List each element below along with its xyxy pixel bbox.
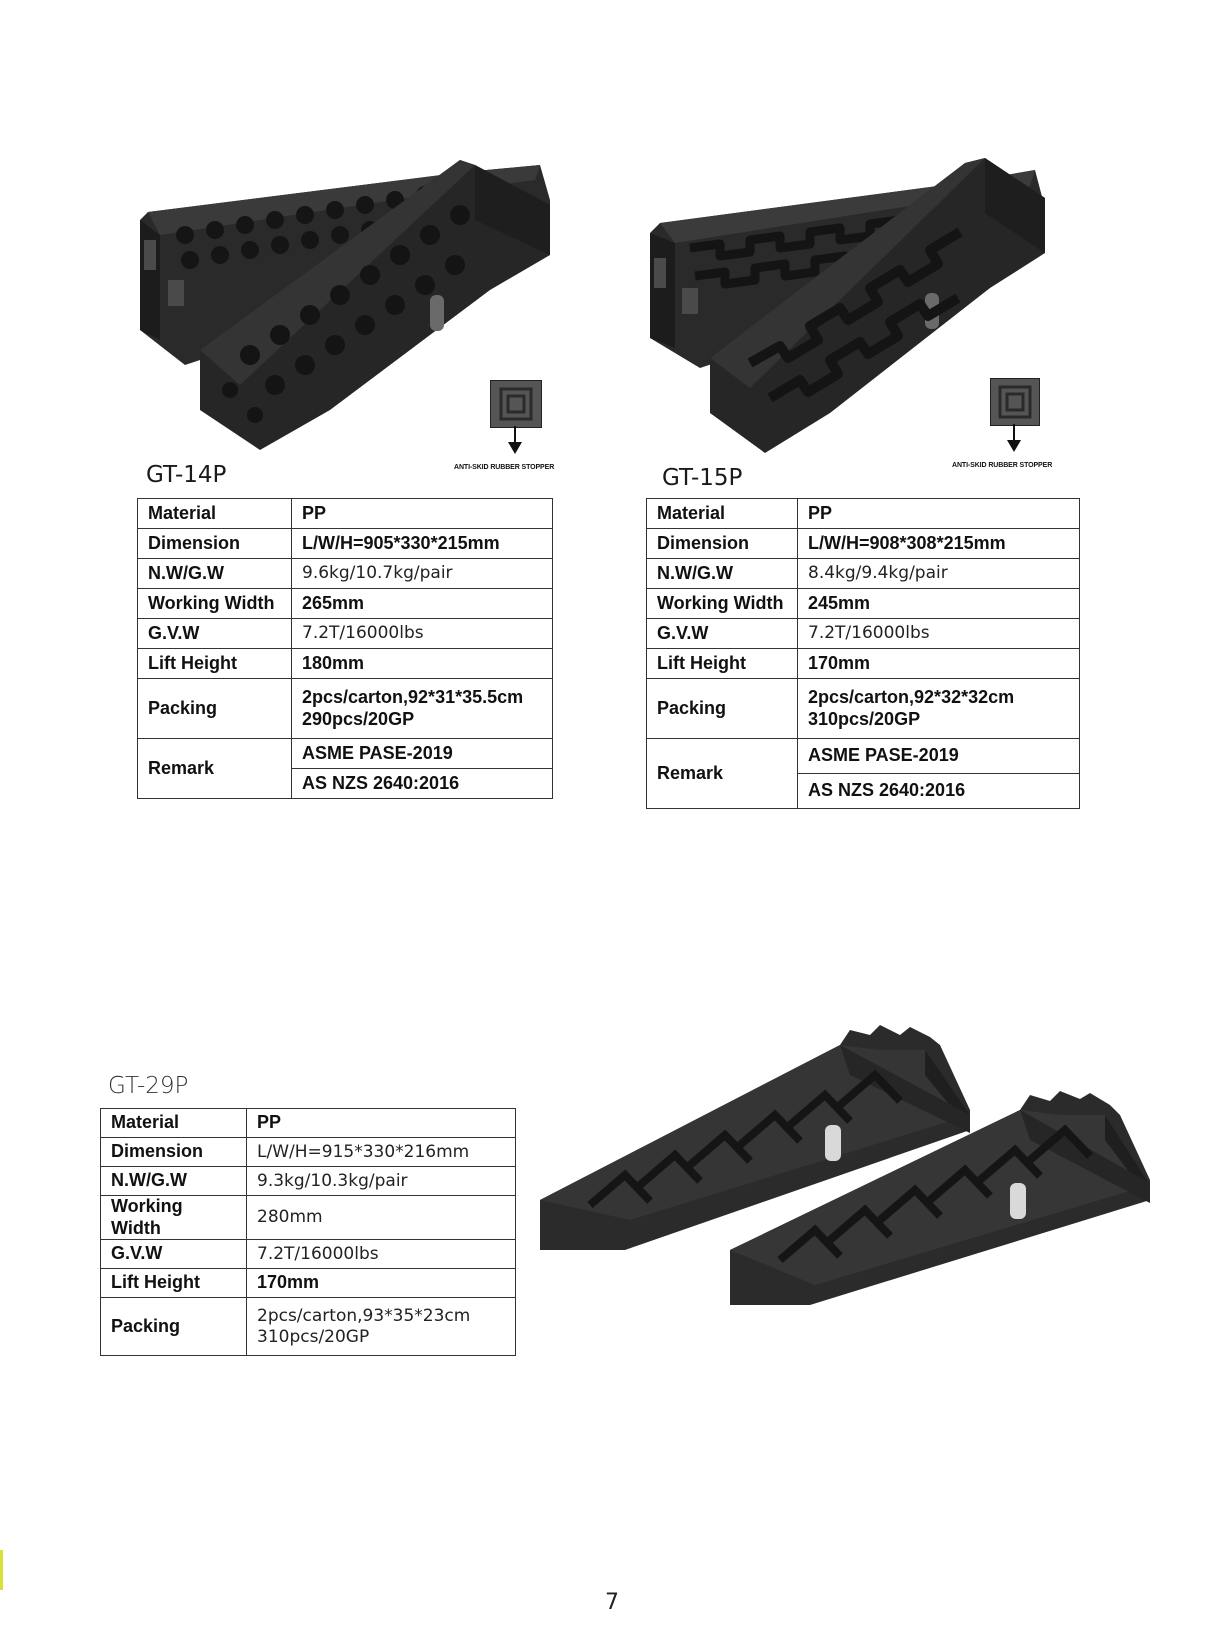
square-pattern-icon (491, 381, 541, 427)
spec-label: Remark (138, 739, 292, 799)
spec-value: 245mm (798, 589, 1080, 619)
stopper-caption: ANTI-SKID RUBBER STOPPER (454, 464, 555, 471)
spec-label: Dimension (647, 529, 798, 559)
spec-value: L/W/H=915*330*216mm (247, 1138, 516, 1167)
spec-value: AS NZS 2640:2016 (798, 774, 1080, 809)
spec-value: 170mm (798, 649, 1080, 679)
square-pattern-icon (991, 379, 1039, 425)
page-number: 7 (605, 1590, 619, 1615)
spec-value: 9.3kg/10.3kg/pair (247, 1167, 516, 1196)
spec-value: 9.6kg/10.7kg/pair (292, 559, 553, 589)
spec-label: Material (647, 499, 798, 529)
arrow-down-icon (1004, 424, 1024, 454)
spec-value: 280mm (247, 1196, 516, 1240)
spec-value: 2pcs/carton,92*31*35.5cm 290pcs/20GP (292, 679, 553, 739)
spec-label: N.W/G.W (101, 1167, 247, 1196)
stopper-caption: ANTI-SKID RUBBER STOPPER (952, 462, 1053, 469)
spec-value: 265mm (292, 589, 553, 619)
spec-value: 2pcs/carton,92*32*32cm 310pcs/20GP (798, 679, 1080, 739)
spec-value: AS NZS 2640:2016 (292, 769, 553, 799)
spec-value: L/W/H=908*308*215mm (798, 529, 1080, 559)
spec-value: PP (292, 499, 553, 529)
spec-label: Packing (101, 1298, 247, 1356)
spec-value: PP (798, 499, 1080, 529)
spec-label: Working Width (138, 589, 292, 619)
spec-value: L/W/H=905*330*215mm (292, 529, 553, 559)
spec-value: 2pcs/carton,93*35*23cm 310pcs/20GP (247, 1298, 516, 1356)
spec-value: 7.2T/16000lbs (292, 619, 553, 649)
spec-value: 7.2T/16000lbs (798, 619, 1080, 649)
spec-label: G.V.W (101, 1240, 247, 1269)
arrow-down-icon (505, 426, 525, 456)
spec-table-gt-29p (100, 1108, 516, 1356)
spec-label: Packing (138, 679, 292, 739)
spec-value: 180mm (292, 649, 553, 679)
spec-table-gt-15p (646, 498, 1080, 809)
gt-29p-ramp-image (530, 1005, 1170, 1305)
spec-label: Material (101, 1109, 247, 1138)
spec-value: ASME PASE-2019 (798, 739, 1080, 774)
model-title: GT-15P (662, 465, 743, 491)
spec-value: ASME PASE-2019 (292, 739, 553, 769)
spec-value: 7.2T/16000lbs (247, 1240, 516, 1269)
gt-14p-stopper-photo (490, 380, 542, 428)
spec-label: Lift Height (138, 649, 292, 679)
model-title: GT-29P (108, 1073, 189, 1099)
spec-label: N.W/G.W (647, 559, 798, 589)
spec-label: Material (138, 499, 292, 529)
spec-table-gt-14p (137, 498, 553, 799)
spec-label: G.V.W (138, 619, 292, 649)
spec-label: N.W/G.W (138, 559, 292, 589)
spec-value: 170mm (247, 1269, 516, 1298)
spec-value: PP (247, 1109, 516, 1138)
spec-value: 8.4kg/9.4kg/pair (798, 559, 1080, 589)
spec-label: Working Width (647, 589, 798, 619)
spec-label: Working Width (101, 1196, 247, 1240)
spec-label: Dimension (101, 1138, 247, 1167)
spec-label: Packing (647, 679, 798, 739)
page-edge-marker (0, 1550, 3, 1590)
spec-label: Dimension (138, 529, 292, 559)
gt-15p-stopper-photo (990, 378, 1040, 426)
spec-label: Remark (647, 739, 798, 809)
spec-label: Lift Height (647, 649, 798, 679)
model-title: GT-14P (146, 462, 227, 488)
spec-label: Lift Height (101, 1269, 247, 1298)
spec-label: G.V.W (647, 619, 798, 649)
